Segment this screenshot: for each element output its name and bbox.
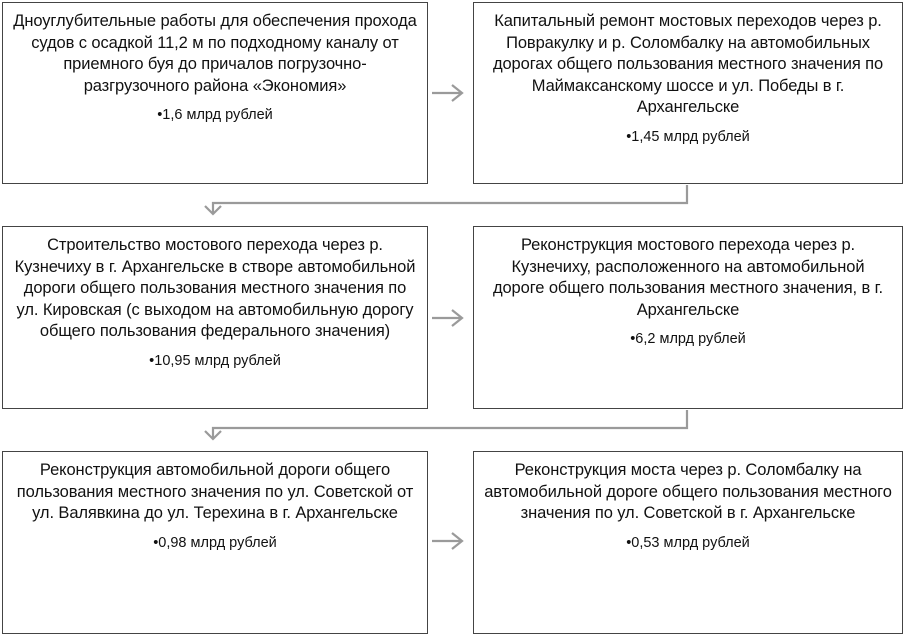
project-box-bridge-reconstruction <box>473 226 903 409</box>
arrow-right-3 <box>432 533 462 549</box>
project-title: Дноуглубительные работы для обеспечения прохода судов с осадкой 11,2 м по подходному каналу от приемного буя до причалов погрузочно-разгрузочного района «Экономия» <box>13 12 417 95</box>
project-box-road-reconstruction <box>2 451 428 634</box>
arrow-right-2 <box>432 310 462 326</box>
elbow-arrow-1 <box>205 185 687 214</box>
project-cost: •0,98 млрд рублей <box>153 534 277 551</box>
arrow-right-1 <box>432 85 462 101</box>
project-box-dredging <box>2 2 428 184</box>
elbow-arrow-2 <box>205 410 687 439</box>
project-box-bridge-construction <box>2 226 428 409</box>
project-cost: •6,2 млрд рублей <box>630 331 746 347</box>
project-title: Капитальный ремонт мостовых переходов через р. Повракулку и р. Соломбалку на автомобильных дорогах общего пользования местного значения по Маймаксанскому шоссе и ул. Победы в г. Архангельске <box>492 12 884 116</box>
project-box-bridge-repair <box>473 2 903 184</box>
project-title: Реконструкция автомобильной дороги общего пользования местного значения по ул. Советской от ул. Валявкина до ул. Терехина в г. Архангельске <box>16 461 414 522</box>
project-title: Реконструкция мостового перехода через р. Кузнечиху, расположенного на автомобильной дороге общего пользования местного значения, в г. Архангельске <box>492 236 884 319</box>
project-cost: •1,6 млрд рублей <box>157 107 273 123</box>
project-title: Строительство мостового перехода через р. Кузнечиху в г. Архангельске в створе автомобильной дороги общего пользования местного значения по ул. Кировская (с выходом на автомобильную дорогу общего пользования федерального значения) <box>14 236 416 340</box>
project-title: Реконструкция моста через р. Соломбалку на автомобильной дороге общего пользования местного значения по ул. Советской в г. Архангельске <box>484 461 892 522</box>
project-cost: •0,53 млрд рублей <box>626 534 750 551</box>
project-box-solombalka-bridge <box>473 451 903 634</box>
project-cost: •10,95 млрд рублей <box>149 352 281 369</box>
project-cost: •1,45 млрд рублей <box>626 128 750 145</box>
